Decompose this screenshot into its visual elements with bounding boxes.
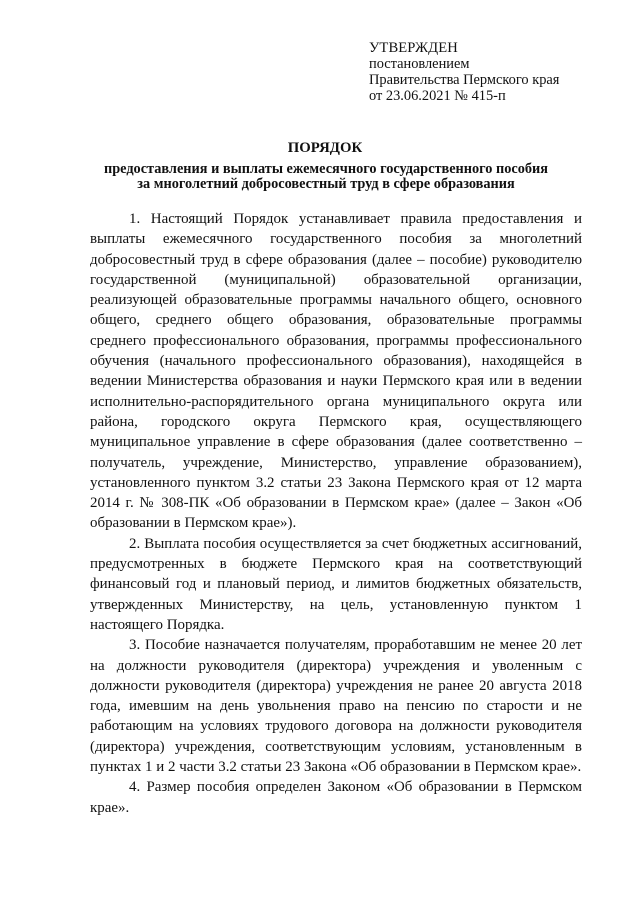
document-subtitle: [100, 162, 552, 191]
approval-block: [369, 40, 619, 104]
approval-date-number: от 23.06.2021 № 415-п: [369, 88, 506, 104]
paragraph-1: 1. Настоящий Порядок устанавливает правила предоставления и выплаты ежемесячного государственного пособия за многолетний добросовестный труд в сфере образования (далее – пособие) руководителю государственной (муниципальной) образовательной организации, реализующей образовательные программы начального общего, основного общего, среднего общего образования, образовательные программы среднего профессионального образования, программы профессионального обучения (начального профессионального образования), находящейся в ведении Министерства образования и науки Пермского края или в ведении исполнительно-распорядительного органа муниципального округа или района, городского округа Пермского края, осуществляющего муниципальное управление в сфере образования (далее соответственно – получатель, учреждение, Министерство, управление образованием), установленного пунктом 3.2 статьи 23 Закона Пермского края от 12 марта 2014 г. № 308-ПК «Об образовании в Пермском крае» (далее – Закон «Об образовании в Пермском крае»).: [90, 211, 582, 532]
document-body: [90, 209, 582, 818]
document-title: ПОРЯДОК: [287, 140, 363, 156]
subtitle-line-1: предоставления и выплаты ежемесячного государственного пособия: [103, 161, 549, 177]
paragraph-2: 2. Выплата пособия осуществляется за счет бюджетных ассигнований, предусмотренных в бюджете Пермского края на соответствующий финансовый год и плановый период, и лимитов бюджетных обязательств, утвержденных Министерству, на цель, установленную пунктом 1 настоящего Порядка.: [90, 535, 582, 633]
paragraph-3: 3. Пособие назначается получателям, проработавшим не менее 20 лет на должности руководителя (директора) учреждения и уволенным с должности руководителя (директора) учреждения не ранее 20 августа 2018 года, имевшим на день увольнения право на пенсию по старости и не работающим на условиях трудового договора на должности руководителя (директора) учреждения, соответствующим условиям, установленным в пунктах 1 и 2 части 3.2 статьи 23 Закона «Об образовании в Пермском крае».: [90, 637, 582, 776]
approval-authority: Правительства Пермского края: [369, 72, 560, 88]
approval-heading: УТВЕРЖДЕН: [369, 40, 458, 56]
paragraph-4: 4. Размер пособия определен Законом «Об образовании в Пермском крае».: [90, 779, 582, 816]
approval-by-resolution: постановлением: [369, 56, 470, 72]
subtitle-line-2: за многолетний добросовестный труд в сфере образования: [137, 175, 515, 192]
